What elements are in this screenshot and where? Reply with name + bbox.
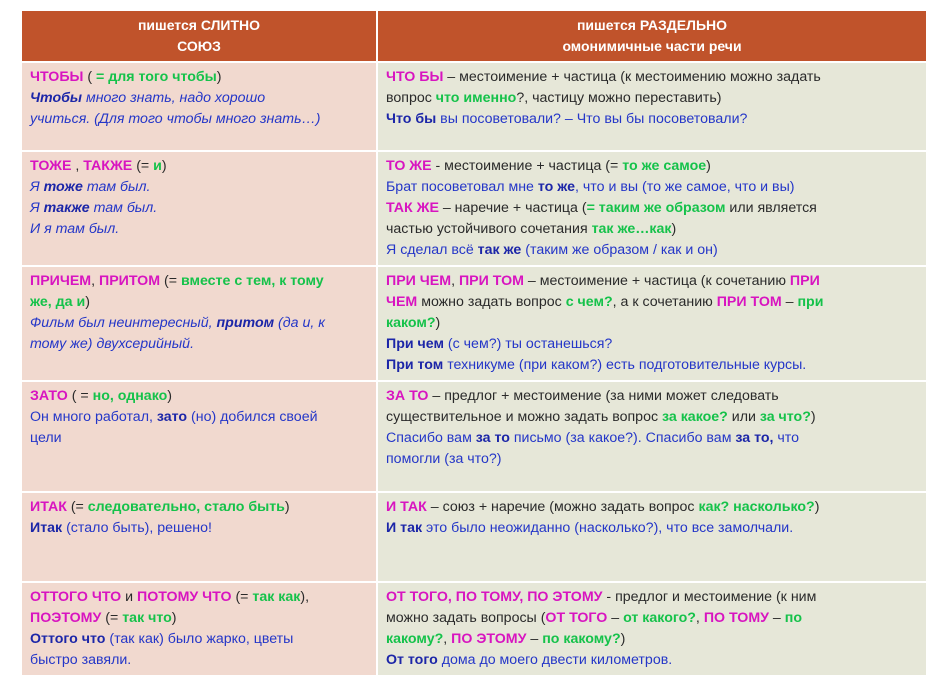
example-text: тому же) двухсерийный. (30, 336, 195, 352)
synonym: то же самое (622, 158, 707, 174)
example-text: (так как) было жарко, цветы (105, 631, 294, 647)
cell-separate (377, 492, 927, 582)
table-row (21, 582, 927, 676)
example-term: При чем (386, 336, 444, 352)
term: ПОТОМУ ЧТО (137, 589, 232, 605)
text: , (695, 610, 704, 626)
text: (= (132, 158, 154, 174)
cell-separate (377, 582, 927, 676)
text: (= (231, 589, 253, 605)
text: или (727, 409, 760, 425)
text: , а к сочетанию (612, 294, 717, 310)
term: ТАК ЖЕ (386, 200, 439, 216)
example-text: письмо (за какое?). Спасибо вам (509, 430, 736, 446)
example-text: много знать, надо хорошо (82, 90, 266, 106)
example-term: Оттого что (30, 631, 106, 647)
text: ( = (67, 388, 93, 404)
header-right (377, 10, 927, 62)
example-text: дома до моего двести километров. (437, 652, 673, 668)
header-right-line2: омонимичные части речи (562, 38, 742, 54)
synonym: так что (122, 610, 172, 626)
text: ) (284, 499, 290, 515)
cell-merged (21, 492, 377, 582)
term: ПО ЭТОМУ (451, 631, 527, 647)
text: ) (167, 388, 173, 404)
example-term: также (43, 200, 90, 216)
term: ИТАК (30, 499, 67, 515)
text: (= (101, 610, 123, 626)
text: ) (171, 610, 177, 626)
example-term: От того (386, 652, 438, 668)
text: ( (83, 69, 97, 85)
text: ) (706, 158, 711, 174)
text: и (121, 589, 138, 605)
question: при (797, 294, 824, 310)
text: можно задать вопрос (417, 294, 566, 310)
example-text: (таким же образом / как и он) (521, 242, 718, 258)
example-text: Он много работал, (30, 409, 157, 425)
text: частью устойчивого сочетания (386, 221, 592, 237)
cell-separate (377, 151, 927, 266)
text: или является (725, 200, 817, 216)
text: – (607, 610, 624, 626)
table-row (21, 492, 927, 582)
example-term: так же (477, 242, 522, 258)
term: ПРИЧЕМ (30, 273, 92, 289)
question: за что? (759, 409, 811, 425)
synonym: же, да и (30, 294, 86, 310)
question: какому? (386, 631, 444, 647)
cell-separate (377, 266, 927, 381)
term: ТО ЖЕ (386, 158, 432, 174)
example-term: тоже (43, 179, 83, 195)
term: ЧЕМ (386, 294, 418, 310)
example-text: там был. (89, 200, 158, 216)
example-text: (с чем?) ты останешься? (443, 336, 613, 352)
example-text: это было неожиданно (насколько?), что все замолчали. (422, 520, 794, 536)
cell-merged (21, 582, 377, 676)
table-row (21, 266, 927, 381)
cell-merged (21, 266, 377, 381)
text: – наречие + частица ( (438, 200, 587, 216)
example-text: , что и вы (то же самое, что и вы) (575, 179, 795, 195)
example-text: Я сделал всё (386, 242, 478, 258)
example-term: то же (537, 179, 576, 195)
text: , (443, 631, 452, 647)
example-text: Спасибо вам (386, 430, 476, 446)
question: как? насколько? (698, 499, 815, 515)
table-row (21, 151, 927, 266)
text: – (768, 610, 785, 626)
example-term: Чтобы (30, 90, 83, 106)
term: ПРИ (789, 273, 820, 289)
synonym: так как (252, 589, 301, 605)
synonym: = таким же образом (586, 200, 726, 216)
term: ЧТОБЫ (30, 69, 84, 85)
text: (= (160, 273, 181, 289)
term: ПРИ ТОМ (716, 294, 782, 310)
text: вопрос (386, 90, 436, 106)
example-term: И так (386, 520, 423, 536)
cell-separate (377, 62, 927, 151)
text: ) (810, 409, 816, 425)
cell-separate (377, 381, 927, 492)
text: – местоимение + частица (к местоимению можно задать (443, 69, 821, 85)
header-left-line1: пишется СЛИТНО (137, 17, 261, 33)
term: ТАКЖЕ (83, 158, 133, 174)
rules-table-container (20, 9, 928, 671)
text: – местоимение + частица (к сочетанию (523, 273, 790, 289)
text: , (71, 158, 84, 174)
term: ПРИТОМ (99, 273, 161, 289)
question: по какому? (542, 631, 621, 647)
header-row (21, 10, 927, 62)
example-text: помогли (за что?) (386, 451, 502, 467)
text: – предлог + местоимение (за ними может следовать (428, 388, 779, 404)
question: каком? (386, 315, 436, 331)
text: ?, частицу можно переставить) (516, 90, 722, 106)
header-left-line2: СОЮЗ (177, 38, 221, 54)
text: , (451, 273, 459, 289)
example-text: (но) добился своей (187, 409, 318, 425)
text: – (526, 631, 543, 647)
table-row (21, 381, 927, 492)
text: ), (300, 589, 310, 605)
cell-merged (21, 151, 377, 266)
example-text: И я там был. (30, 221, 120, 237)
text: ) (161, 158, 167, 174)
question: по (784, 610, 803, 626)
synonym: следовательно, стало быть (87, 499, 285, 515)
term: ПРИ ЧЕМ (386, 273, 452, 289)
example-text: техникуме (при каком?) есть подготовительные курсы. (443, 357, 807, 373)
text: ) (620, 631, 626, 647)
question: от какого? (623, 610, 696, 626)
example-text: что (773, 430, 800, 446)
question: за какое? (662, 409, 728, 425)
text: можно задать вопросы ( (386, 610, 546, 626)
text: – (781, 294, 798, 310)
example-text: быстро завяли. (30, 652, 132, 668)
term: И ТАК (386, 499, 427, 515)
rules-table (20, 9, 928, 677)
example-text: Я (30, 179, 44, 195)
example-text: там был. (82, 179, 151, 195)
example-term: за то, (735, 430, 774, 446)
term: ЗА ТО (386, 388, 429, 404)
header-right-line1: пишется РАЗДЕЛЬНО (576, 17, 728, 33)
synonym: но, однако (92, 388, 168, 404)
term: ОТТОГО ЧТО (30, 589, 122, 605)
text: ) (435, 315, 441, 331)
synonym: и (153, 158, 162, 174)
example-term: зато (156, 409, 188, 425)
text: (= (66, 499, 88, 515)
table-row (21, 62, 927, 151)
term: ОТ ТОГО, ПО ТОМУ, ПО ЭТОМУ (386, 589, 603, 605)
text: ) (216, 69, 222, 85)
example-term: Что бы (386, 111, 437, 127)
text: – союз + наречие (можно задать вопрос (426, 499, 699, 515)
cell-merged (21, 62, 377, 151)
synonym: так же…как (591, 221, 672, 237)
example-term: При том (386, 357, 444, 373)
term: ЧТО БЫ (386, 69, 444, 85)
example-text: (стало быть), решено! (62, 520, 212, 536)
example-text: Брат посоветовал мне (386, 179, 538, 195)
term: ЗАТО (30, 388, 68, 404)
text: ) (85, 294, 90, 310)
example-text: Фильм был неинтересный, (30, 315, 217, 331)
text: , (91, 273, 99, 289)
example-term: притом (216, 315, 275, 331)
header-left (21, 10, 377, 62)
synonym: вместе с тем, к тому (180, 273, 324, 289)
term: ПРИ ТОМ (458, 273, 524, 289)
example-text: вы посоветовали? – Что вы бы посоветовали? (436, 111, 748, 127)
question: с чем? (565, 294, 613, 310)
text: ) (814, 499, 820, 515)
text: ) (671, 221, 677, 237)
synonym: = для того чтобы (96, 69, 217, 85)
cell-merged (21, 381, 377, 492)
example-term: Итак (30, 520, 63, 536)
example-text: учиться. (Для того чтобы много знать…) (30, 111, 321, 127)
example-term: за то (475, 430, 510, 446)
term: ПОЭТОМУ (30, 610, 102, 626)
example-text: цели (30, 430, 62, 446)
text: - предлог и местоимение (к ним (602, 589, 817, 605)
term: ТОЖЕ (30, 158, 72, 174)
text: существительное и можно задать вопрос (386, 409, 662, 425)
question: что именно (435, 90, 517, 106)
term: ПО ТОМУ (703, 610, 769, 626)
example-text: Я (30, 200, 44, 216)
example-text: (да и, к (274, 315, 325, 331)
text: - местоимение + частица (= (431, 158, 623, 174)
term: ОТ ТОГО (545, 610, 608, 626)
